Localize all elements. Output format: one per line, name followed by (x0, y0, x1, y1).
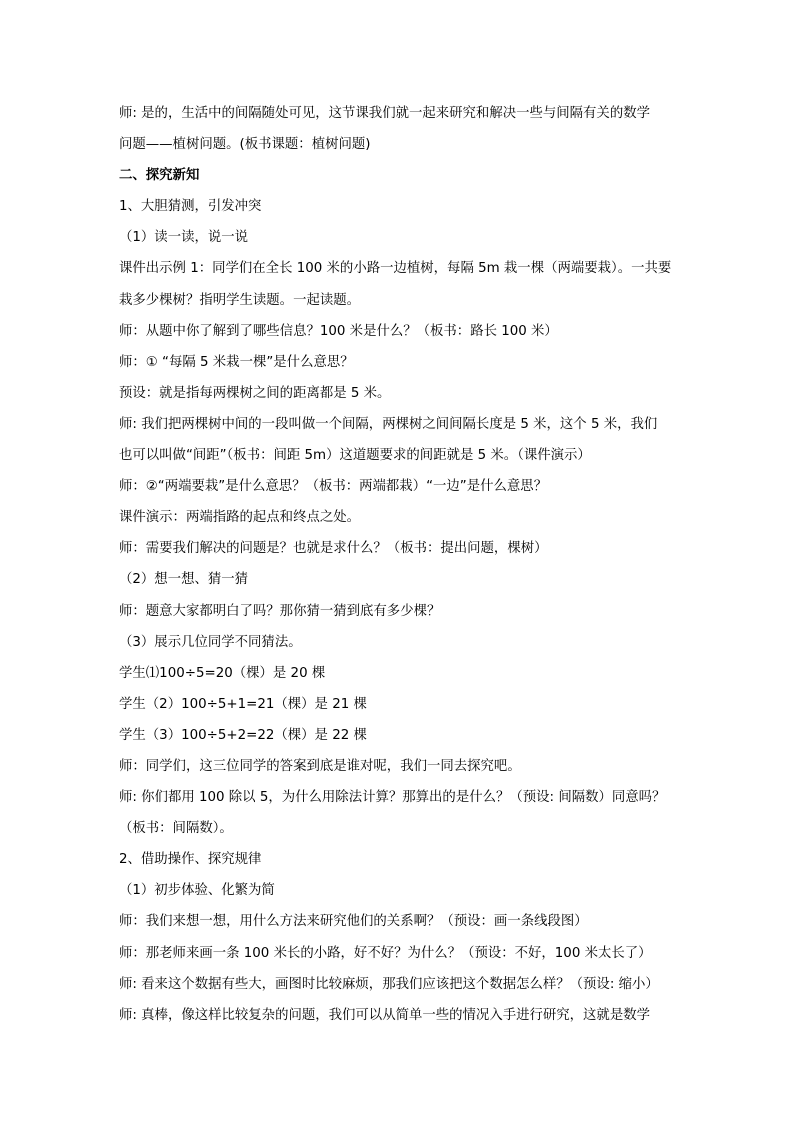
text-line: （板书：间隔数）。 (119, 821, 233, 837)
text-line: 师：从题中你了解到了哪些信息？100 米是什么？（板书：路长 100 米） (119, 323, 558, 339)
text-line: 师: 看来这个数据有些大，画图时比较麻烦，那我们应该把这个数据怎么样？（预设: 缩小） (119, 976, 659, 992)
text-line: 栽多少棵树？指明学生读题。一起读题。 (119, 292, 361, 308)
step-heading: （1）初步体验、化繁为简 (119, 883, 275, 899)
text-line: 课件出示例 1：同学们在全长 100 米的小路一边植树，每隔 5m 栽一棵（两端要栽）。一共要 (119, 261, 672, 277)
text-line: 师：②“两端要栽”是什么意思？（板书：两端都栽）“一边”是什么意思？ (119, 479, 548, 495)
text-line: 师: 我们把两棵树中间的一段叫做一个间隔，两棵树之间间隔长度是 5 米，这个 5 米，我们 (119, 416, 658, 432)
text-line: 学生（2）100÷5+1=21（棵）是 21 棵 (119, 696, 367, 712)
text-line: 学生⑴100÷5=20（棵）是 20 棵 (119, 665, 326, 681)
subsection-heading: 2、借助操作、探究规律 (119, 852, 262, 868)
text-line: 问题——植树问题。(板书课题：植树问题) (119, 137, 371, 153)
document-body (119, 98, 679, 1031)
text-line: 师: 你们都用 100 除以 5，为什么用除法计算？那算出的是什么？（预设: 间隔数）同意吗？ (119, 790, 666, 806)
text-line: 也可以叫做“间距”（板书：间距 5m）这道题要求的间距就是 5 米。（课件演示） (119, 448, 591, 464)
step-heading: （1）读一读，说一说 (119, 230, 249, 246)
text-line: 预设：就是指每两棵树之间的距离都是 5 米。 (119, 385, 391, 401)
text-line: 师：题意大家都明白了吗？那你猜一猜到底有多少棵？ (119, 603, 441, 619)
subsection-heading: 1、大胆猜测，引发冲突 (119, 199, 262, 215)
text-line: 师: 真棒，像这样比较复杂的问题，我们可以从简单一些的情况入手进行研究，这就是数学 (119, 1007, 650, 1023)
text-line: 师：① “每隔 5 米栽一棵”是什么意思？ (119, 354, 354, 370)
text-line: 师：需要我们解决的问题是？也就是求什么？（板书：提出问题，棵树） (119, 541, 548, 557)
step-heading: （3）展示几位同学不同猜法。 (119, 634, 302, 650)
text-line: 师：同学们，这三位同学的答案到底是谁对呢，我们一同去探究吧。 (119, 758, 521, 774)
text-line: 师：我们来想一想，用什么方法来研究他们的关系啊？（预设：画一条线段图） (119, 914, 588, 930)
text-line: 师：那老师来画一条 100 米长的小路，好不好？为什么？（预设：不好，100 米太长了） (119, 945, 652, 961)
text-line: 师: 是的，生活中的间隔随处可见，这节课我们就一起来研究和解决一些与间隔有关的数学 (119, 106, 650, 121)
text-line: 课件演示：两端指路的起点和终点之处。 (119, 510, 361, 526)
section-heading: 二、探究新知 (119, 168, 200, 184)
step-heading: （2）想一想、猜一猜 (119, 572, 249, 588)
text-line: 学生（3）100÷5+2=22（棵）是 22 棵 (119, 727, 367, 743)
